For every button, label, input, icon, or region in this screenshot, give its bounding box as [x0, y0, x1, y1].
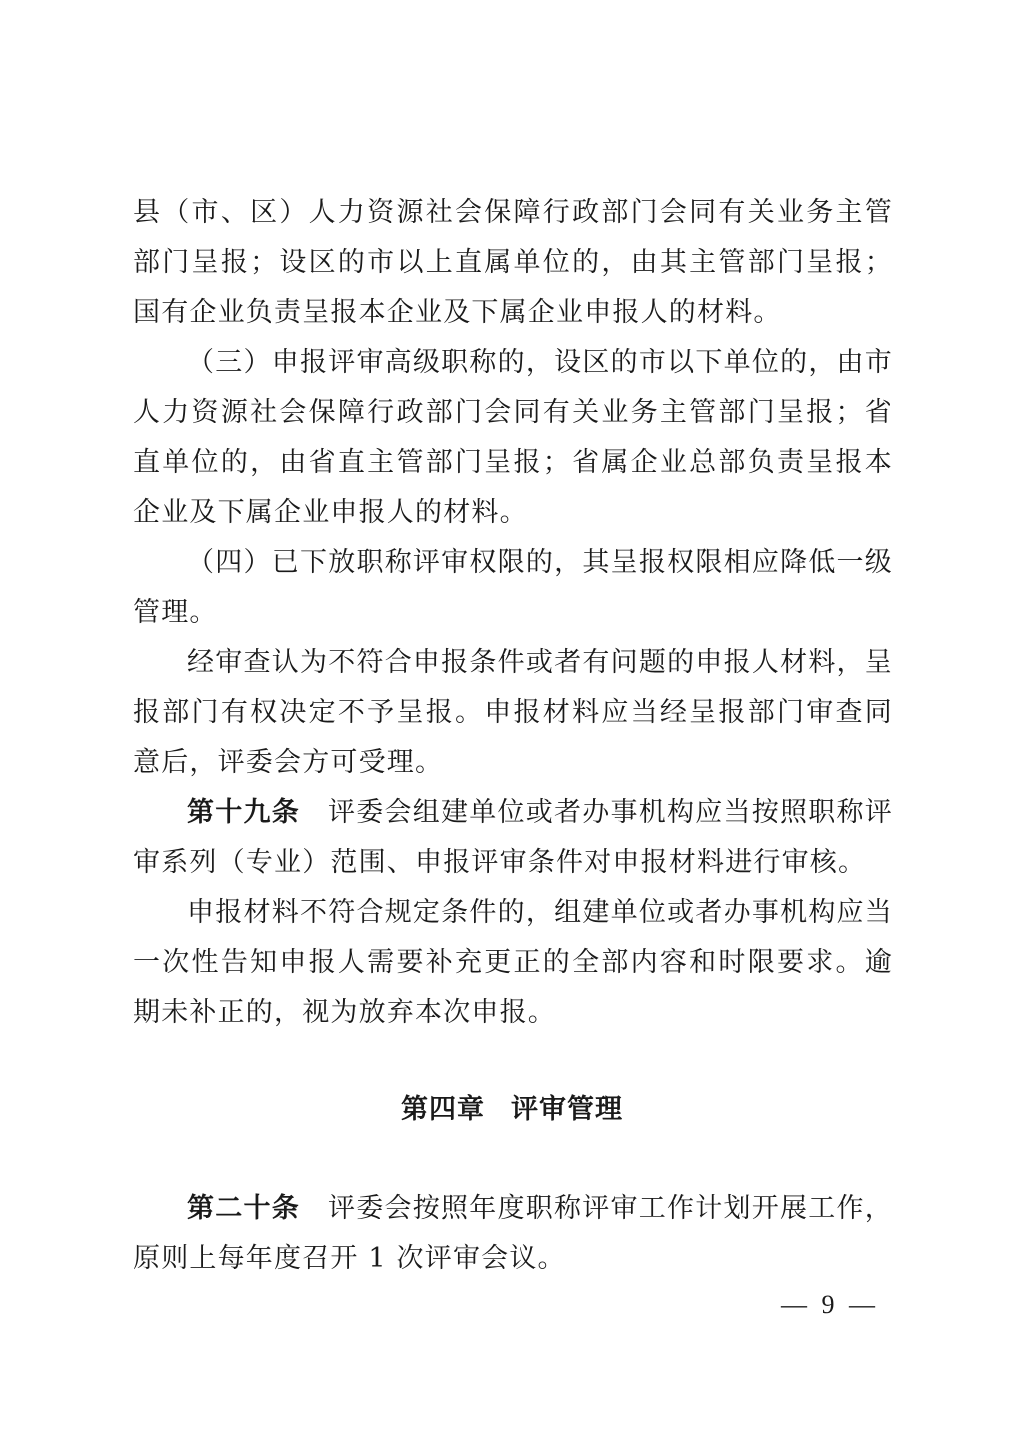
chapter-heading — [0, 1087, 1024, 1126]
article-20 — [133, 1184, 893, 1284]
article-19-body: 评委会组建单位或者办事机构应当按照职称评审系列（专业）范围、申报评审条件对申报材料进行审核。 — [133, 797, 893, 878]
paragraph-continuation: 县（市、区）人力资源社会保障行政部门会同有关业务主管部门呈报；设区的市以上直属单位的，由其主管部门呈报；国有企业负责呈报本企业及下属企业申报人的材料。 — [133, 197, 893, 328]
article-19-heading: 第十九条 — [187, 797, 301, 828]
article-20-body: 评委会按照年度职称评审工作计划开展工作，原则上每年度召开 1 次评审会议。 — [133, 1193, 893, 1274]
paragraph-item-four: （四）已下放职称评审权限的，其呈报权限相应降低一级管理。 — [133, 547, 893, 628]
paragraph-review-note: 经审查认为不符合申报条件或者有问题的申报人材料，呈报部门有权决定不予呈报。申报材料应当经呈报部门审查同意后，评委会方可受理。 — [133, 647, 893, 778]
body-text — [133, 188, 893, 1038]
paragraph-supplement-notice: 申报材料不符合规定条件的，组建单位或者办事机构应当一次性告知申报人需要补充更正的全部内容和时限要求。逾期未补正的，视为放弃本次申报。 — [133, 897, 893, 1028]
paragraph-item-three: （三）申报评审高级职称的，设区的市以下单位的，由市人力资源社会保障行政部门会同有关业务主管部门呈报；省直单位的，由省直主管部门呈报；省属企业总部负责呈报本企业及下属企业申报人的材料。 — [133, 347, 893, 528]
article-19 — [133, 788, 893, 888]
article-20-heading: 第二十条 — [187, 1193, 301, 1224]
chapter-title: 评审管理 — [511, 1094, 623, 1125]
chapter-number: 第四章 — [401, 1094, 485, 1125]
page-number: — 9 — — [781, 1290, 879, 1319]
